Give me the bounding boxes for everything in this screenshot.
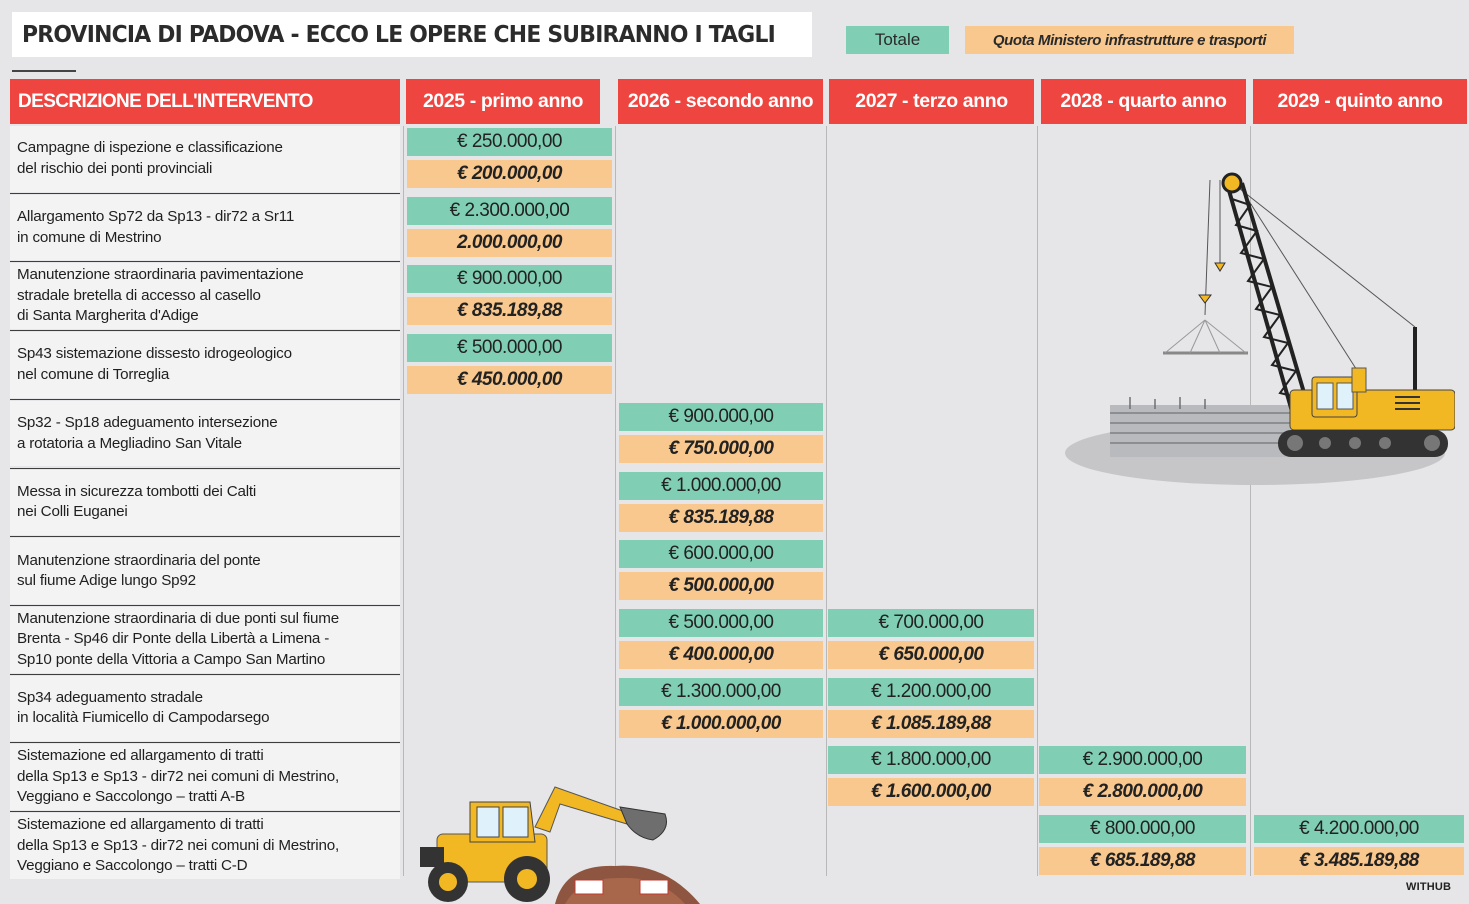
description-line: Brenta - Sp46 dir Ponte della Libertà a Limena - — [17, 630, 330, 648]
description-line: Manutenzione straordinaria pavimentazione — [17, 266, 304, 284]
description-line: Sistemazione ed allargamento di tratti — [17, 816, 264, 834]
row-separator — [10, 330, 400, 331]
description-line: a rotatoria a Megliadino San Vitale — [17, 434, 242, 452]
description-line: Sp32 - Sp18 adeguamento intersezione — [17, 414, 278, 432]
amount-quota-2027: € 1.085.189,88 — [828, 710, 1034, 738]
description-line: Manutenzione straordinaria del ponte — [17, 551, 261, 569]
description-line: Sp10 ponte della Vittoria a Campo San Martino — [17, 650, 326, 668]
description-line: Messa in sicurezza tombotti dei Calti — [17, 482, 257, 500]
amount-quota-2027: € 650.000,00 — [828, 641, 1034, 669]
column-separator — [1037, 126, 1038, 876]
row-separator — [10, 399, 400, 400]
row-description — [17, 126, 283, 192]
amount-quota-2028: € 685.189,88 — [1039, 847, 1246, 875]
row-separator — [10, 811, 400, 812]
description-line: stradale bretella di accesso al casello — [17, 286, 261, 304]
column-separator — [826, 126, 827, 876]
amount-total-2029: € 4.200.000,00 — [1254, 815, 1464, 843]
description-line: in comune di Mestrino — [17, 228, 162, 246]
amount-total-2028: € 800.000,00 — [1039, 815, 1246, 843]
amount-total-2025: € 900.000,00 — [407, 265, 612, 293]
legend-total: Totale — [846, 26, 949, 54]
description-line: in località Fiumicello di Campodarsego — [17, 709, 270, 727]
amount-quota-2028: € 2.800.000,00 — [1039, 778, 1246, 806]
row-separator — [10, 605, 400, 606]
amount-quota-2025: € 450.000,00 — [407, 366, 612, 394]
amount-quota-2026: € 400.000,00 — [619, 641, 823, 669]
amount-quota-2026: € 750.000,00 — [619, 435, 823, 463]
amount-total-2028: € 2.900.000,00 — [1039, 746, 1246, 774]
amount-total-2026: € 1.300.000,00 — [619, 678, 823, 706]
amount-quota-2025: € 835.189,88 — [407, 297, 612, 325]
row-description — [17, 607, 339, 673]
description-line: Sistemazione ed allargamento di tratti — [17, 747, 264, 765]
row-separator — [10, 674, 400, 675]
amount-total-2026: € 1.000.000,00 — [619, 472, 823, 500]
row-description — [17, 538, 261, 604]
row-description — [17, 676, 269, 742]
description-line: Veggiano e Saccolongo – tratti A-B — [17, 788, 245, 806]
description-line: Sp43 sistemazione dissesto idrogeologico — [17, 345, 292, 363]
row-description — [17, 195, 294, 261]
description-line: Campagne di ispezione e classificazione — [17, 139, 283, 157]
amount-quota-2026: € 1.000.000,00 — [619, 710, 823, 738]
column-header-2028: 2028 - quarto anno — [1041, 79, 1246, 124]
description-line: Veggiano e Saccolongo – tratti C-D — [17, 857, 248, 875]
description-line: Manutenzione straordinaria di due ponti sul fiume — [17, 609, 339, 627]
amount-quota-2026: € 835.189,88 — [619, 504, 823, 532]
row-description — [17, 744, 339, 810]
description-line: nel comune di Torreglia — [17, 365, 170, 383]
column-separator — [615, 126, 616, 876]
legend-quota: Quota Ministero infrastrutture e trasporti — [965, 26, 1294, 54]
amount-total-2026: € 900.000,00 — [619, 403, 823, 431]
description-line: Allargamento Sp72 da Sp13 - dir72 a Sr11 — [17, 208, 295, 226]
amount-quota-2029: € 3.485.189,88 — [1254, 847, 1464, 875]
credit-label: WITHUB — [1406, 881, 1452, 893]
amount-total-2025: € 250.000,00 — [407, 128, 612, 156]
excavator-icon — [415, 782, 705, 904]
column-header-2029: 2029 - quinto anno — [1253, 79, 1467, 124]
row-separator — [10, 261, 400, 262]
amount-quota-2027: € 1.600.000,00 — [828, 778, 1034, 806]
column-header-2025: 2025 - primo anno — [406, 79, 600, 124]
row-description — [17, 813, 339, 879]
row-separator — [10, 193, 400, 194]
amount-quota-2025: € 200.000,00 — [407, 160, 612, 188]
description-line: della Sp13 e Sp13 - dir72 nei comuni di Mestrino, — [17, 767, 339, 785]
description-line: sul fiume Adige lungo Sp92 — [17, 572, 196, 590]
amount-quota-2025: 2.000.000,00 — [407, 229, 612, 257]
row-separator — [10, 742, 400, 743]
row-description — [17, 332, 292, 398]
column-header-2027: 2027 - terzo anno — [829, 79, 1034, 124]
description-line: nei Colli Euganei — [17, 503, 128, 521]
description-line: di Santa Margherita d'Adige — [17, 307, 199, 325]
description-line: Sp34 adeguamento stradale — [17, 688, 203, 706]
column-header-2026: 2026 - secondo anno — [618, 79, 823, 124]
amount-total-2027: € 1.200.000,00 — [828, 678, 1034, 706]
row-separator — [10, 468, 400, 469]
amount-total-2027: € 1.800.000,00 — [828, 746, 1034, 774]
crane-icon — [1060, 165, 1455, 490]
row-description — [17, 263, 303, 329]
amount-total-2026: € 600.000,00 — [619, 540, 823, 568]
amount-total-2025: € 2.300.000,00 — [407, 197, 612, 225]
row-separator — [10, 536, 400, 537]
description-line: della Sp13 e Sp13 - dir72 nei comuni di Mestrino, — [17, 836, 339, 854]
row-description — [17, 401, 277, 467]
title-underline — [12, 70, 76, 72]
amount-total-2025: € 500.000,00 — [407, 334, 612, 362]
row-description — [17, 470, 256, 536]
column-separator — [403, 126, 404, 876]
amount-total-2026: € 500.000,00 — [619, 609, 823, 637]
page-title: PROVINCIA DI PADOVA - ECCO LE OPERE CHE SUBIRANNO I TAGLI — [22, 21, 776, 48]
column-header-description: DESCRIZIONE DELL'INTERVENTO — [10, 79, 400, 124]
amount-quota-2026: € 500.000,00 — [619, 572, 823, 600]
description-line: del rischio dei ponti provinciali — [17, 159, 213, 177]
title-box — [12, 12, 812, 57]
amount-total-2027: € 700.000,00 — [828, 609, 1034, 637]
